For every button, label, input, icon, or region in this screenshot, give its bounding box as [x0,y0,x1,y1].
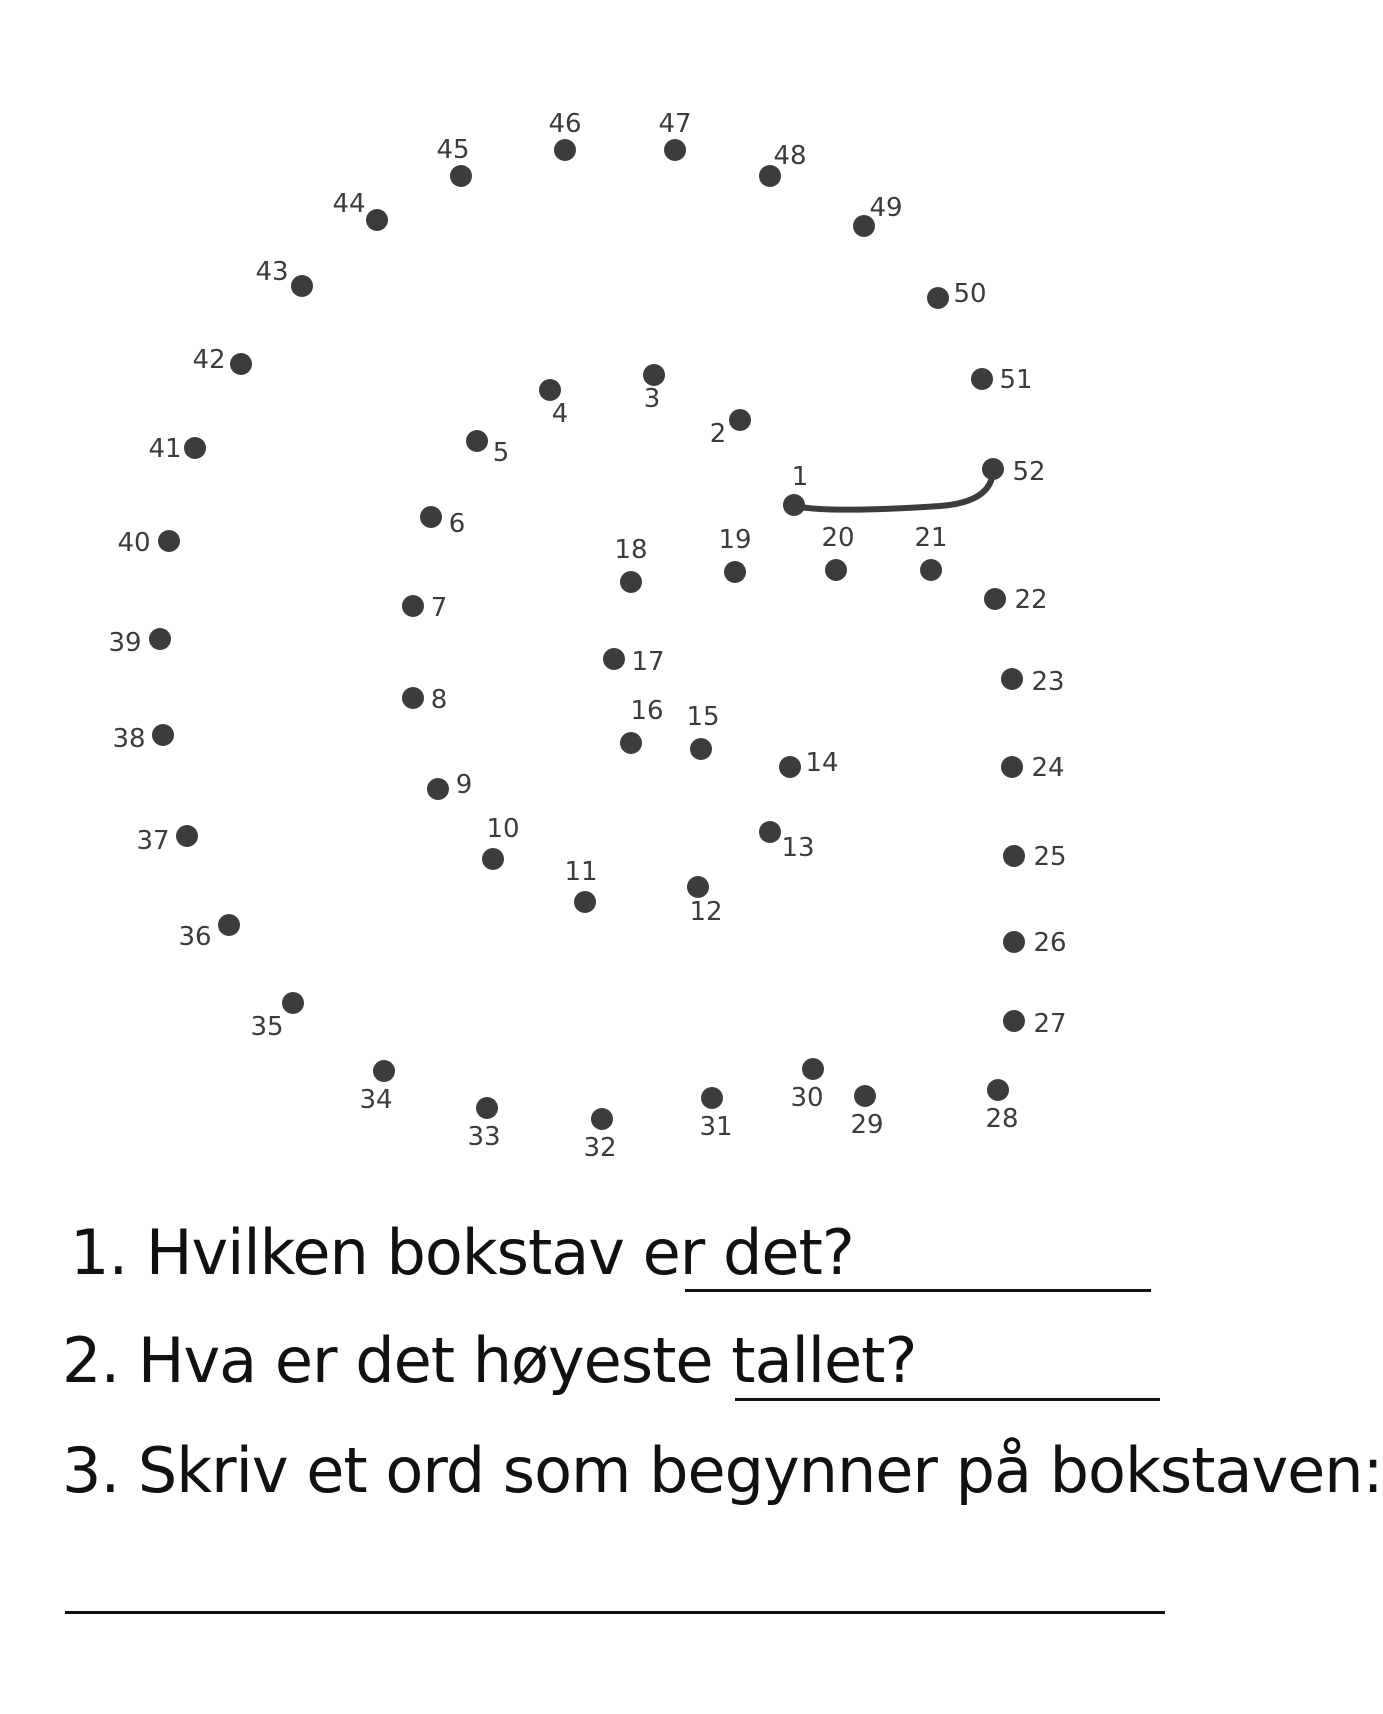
dot-11[interactable] [574,891,596,913]
dot-label-46: 46 [548,109,582,139]
dot-label-26: 26 [1033,928,1067,958]
dot-label-3: 3 [643,384,661,414]
dot-label-28: 28 [985,1104,1019,1134]
dot-label-2: 2 [709,419,727,449]
dot-label-12: 12 [689,897,723,927]
dot-label-10: 10 [486,814,520,844]
dot-label-43: 43 [255,257,289,287]
question-1: 1. Hvilken bokstav er det? [70,1216,854,1289]
dot-label-52: 52 [1012,457,1046,487]
dot-label-44: 44 [332,189,366,219]
dot-31[interactable] [701,1087,723,1109]
dot-label-4: 4 [551,399,569,429]
dot-label-42: 42 [192,345,226,375]
dot-label-11: 11 [564,857,598,887]
dot-50[interactable] [927,287,949,309]
dot-17[interactable] [603,648,625,670]
dot-52[interactable] [982,458,1004,480]
dot-33[interactable] [476,1097,498,1119]
dot-label-31: 31 [699,1112,733,1142]
answer-line-3[interactable] [65,1611,1165,1614]
dot-label-24: 24 [1031,753,1065,783]
dot-label-21: 21 [914,523,948,553]
dot-21[interactable] [920,559,942,581]
dot-label-18: 18 [614,535,648,565]
dot-30[interactable] [802,1058,824,1080]
dot-4[interactable] [539,379,561,401]
dot-34[interactable] [373,1060,395,1082]
question-3: 3. Skriv et ord som begynner på bokstaven: [62,1434,1383,1507]
dot-27[interactable] [1003,1010,1025,1032]
dot-label-38: 38 [112,724,146,754]
dot-16[interactable] [620,732,642,754]
dot-18[interactable] [620,571,642,593]
dot-35[interactable] [282,992,304,1014]
dot-label-35: 35 [250,1012,284,1042]
dot-label-25: 25 [1033,842,1067,872]
dot-label-5: 5 [492,438,510,468]
connecting-line-1-to-52 [794,469,993,510]
dot-label-36: 36 [178,922,212,952]
dot-14[interactable] [779,756,801,778]
dot-label-45: 45 [436,135,470,165]
dot-19[interactable] [724,561,746,583]
dot-label-13: 13 [781,833,815,863]
dot-label-15: 15 [686,702,720,732]
dot-6[interactable] [420,506,442,528]
dot-22[interactable] [984,588,1006,610]
dot-label-8: 8 [430,685,448,715]
dot-39[interactable] [149,628,171,650]
dot-1[interactable] [783,494,805,516]
dot-label-34: 34 [359,1085,393,1115]
dot-3[interactable] [643,364,665,386]
dot-2[interactable] [729,409,751,431]
dot-32[interactable] [591,1108,613,1130]
dot-37[interactable] [176,825,198,847]
dot-24[interactable] [1001,756,1023,778]
dot-label-32: 32 [583,1133,617,1163]
dot-label-33: 33 [467,1122,501,1152]
dot-label-16: 16 [630,696,664,726]
dot-label-49: 49 [869,193,903,223]
dot-label-6: 6 [448,509,466,539]
dot-label-22: 22 [1014,585,1048,615]
answer-line-2[interactable] [735,1398,1160,1401]
dot-label-30: 30 [790,1083,824,1113]
dot-25[interactable] [1003,845,1025,867]
dot-label-29: 29 [850,1110,884,1140]
dot-label-50: 50 [953,279,987,309]
dot-51[interactable] [971,368,993,390]
dot-label-41: 41 [148,434,182,464]
dot-label-27: 27 [1033,1009,1067,1039]
dot-36[interactable] [218,914,240,936]
dot-41[interactable] [184,437,206,459]
dot-47[interactable] [664,139,686,161]
dot-label-19: 19 [718,525,752,555]
dot-44[interactable] [366,209,388,231]
dot-40[interactable] [158,530,180,552]
dot-45[interactable] [450,165,472,187]
dot-label-7: 7 [430,593,448,623]
dot-28[interactable] [987,1079,1009,1101]
dot-label-37: 37 [136,826,170,856]
dot-label-23: 23 [1031,667,1065,697]
dot-label-48: 48 [773,141,807,171]
dot-label-14: 14 [805,748,839,778]
dot-15[interactable] [690,738,712,760]
answer-line-1[interactable] [685,1289,1151,1292]
dot-20[interactable] [825,559,847,581]
dot-46[interactable] [554,139,576,161]
dot-label-51: 51 [999,365,1033,395]
numbered-dots [108,109,1066,1163]
dot-8[interactable] [402,687,424,709]
dot-13[interactable] [759,821,781,843]
dot-12[interactable] [687,876,709,898]
dot-label-20: 20 [821,523,855,553]
dot-42[interactable] [230,353,252,375]
dot-7[interactable] [402,595,424,617]
dot-label-39: 39 [108,628,142,658]
dot-9[interactable] [427,778,449,800]
dot-label-47: 47 [658,109,692,139]
dot-23[interactable] [1001,668,1023,690]
dot-10[interactable] [482,848,504,870]
dot-label-1: 1 [791,462,809,492]
dot-5[interactable] [466,430,488,452]
dot-26[interactable] [1003,931,1025,953]
dot-label-40: 40 [117,528,151,558]
dot-43[interactable] [291,275,313,297]
dot-label-9: 9 [455,770,473,800]
dot-label-17: 17 [631,647,665,677]
dot-38[interactable] [152,724,174,746]
question-2: 2. Hva er det høyeste tallet? [62,1324,917,1397]
dot-29[interactable] [854,1085,876,1107]
